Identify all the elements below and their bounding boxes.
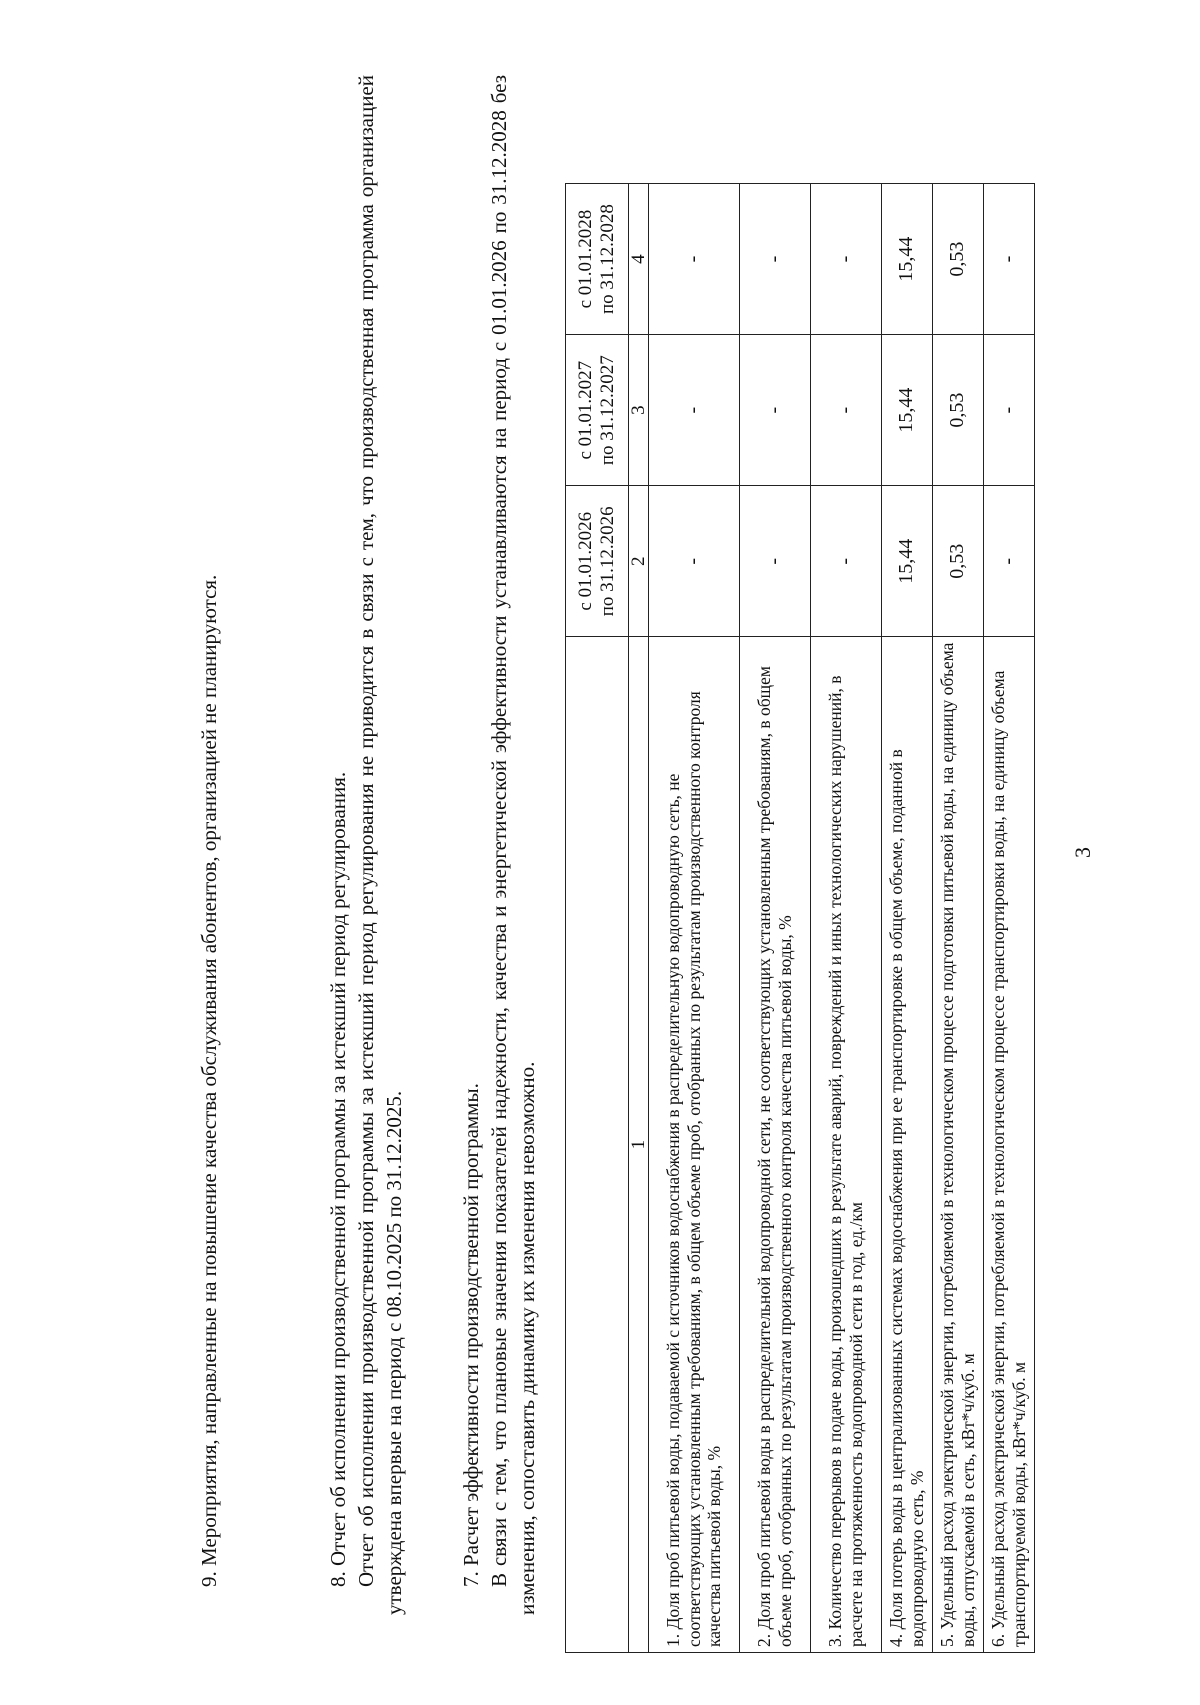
indicator-name: 5. Удельный расход электрической энергии, потребляемой в технологическом процессе подготовки питьевой воды, на единицу объема воды, отпускаемой в сеть, кВт*ч/куб. м	[933, 637, 984, 1653]
indicator-value: -	[740, 184, 811, 335]
table-row	[933, 184, 984, 1653]
indicator-value: -	[649, 184, 740, 335]
table-row	[811, 184, 882, 1653]
section-7-paragraph: В связи с тем, что плановые значения показателей надежности, качества и энергетической эффективности устанавливаются на период с 01.01.2026 по 31.12.2028 без изменения, сопоставить динамику их изменения невозможно.	[486, 75, 539, 1615]
indicator-value: -	[811, 486, 882, 637]
indicator-value: 15,44	[882, 486, 933, 637]
table-numbering-row	[629, 184, 649, 1653]
period-start: с 01.01.2027	[575, 360, 597, 460]
column-number: 3	[629, 335, 649, 486]
indicator-name: 3. Количество перерывов в подаче воды, произошедших в результате аварий, повреждений и иных технологических нарушений, в расчете на протяженность водопроводной сети в год, ед./км	[811, 637, 882, 1653]
indicator-value: -	[740, 486, 811, 637]
table-row	[649, 184, 740, 1653]
section-9-heading: 9. Мероприятия, направленные на повышение качества обслуживания абонентов, организацией не планируются.	[197, 574, 221, 1587]
header-period-2027	[566, 335, 629, 486]
header-indicator-cell	[566, 637, 629, 1653]
indicator-value: 15,44	[882, 184, 933, 335]
page-number: 3	[1070, 847, 1095, 858]
indicators-table	[565, 183, 1035, 1653]
indicator-value: -	[811, 335, 882, 486]
indicator-value: -	[740, 335, 811, 486]
period-start: с 01.01.2026	[575, 511, 597, 611]
section-7	[458, 75, 542, 1615]
period-end: по 31.12.2027	[597, 355, 618, 466]
indicator-value: 15,44	[882, 335, 933, 486]
indicator-value: -	[649, 486, 740, 637]
header-period-2028	[566, 184, 629, 335]
table-header-row	[566, 184, 629, 1653]
indicator-value: -	[984, 335, 1035, 486]
indicator-value: -	[984, 184, 1035, 335]
indicator-value: -	[811, 184, 882, 335]
indicator-value: 0,53	[933, 335, 984, 486]
column-number: 2	[629, 486, 649, 637]
period-start: с 01.01.2028	[575, 209, 597, 309]
period-end: по 31.12.2028	[597, 204, 618, 315]
table-row	[740, 184, 811, 1653]
period-end: по 31.12.2026	[597, 506, 618, 617]
indicator-name: 1. Доля проб питьевой воды, подаваемой с источников водоснабжения в распределительную водопроводную сеть, не соответствующих установленным требованиям, в общем объеме проб, отобранных по результатам производственного контроля качества питьевой воды, %	[649, 637, 740, 1653]
indicator-value: -	[649, 335, 740, 486]
indicator-value: 0,53	[933, 184, 984, 335]
table-row	[882, 184, 933, 1653]
section-8	[325, 75, 409, 1615]
indicator-name: 6. Удельный расход электрической энергии, потребляемой в технологическом процессе транспортировки воды, на единицу объема транспортируемой воды, кВт*ч/куб. м	[984, 637, 1035, 1653]
table-row	[984, 184, 1035, 1653]
column-number: 1	[629, 637, 649, 1653]
section-8-heading: 8. Отчет об исполнении производственной программы за истекший период регулирования.	[326, 771, 350, 1587]
column-number: 4	[629, 184, 649, 335]
indicator-value: -	[984, 486, 1035, 637]
indicator-name: 4. Доля потерь воды в централизованных системах водоснабжения при ее транспортировке в общем объеме, поданной в водопроводную сеть, %	[882, 637, 933, 1653]
indicator-value: 0,53	[933, 486, 984, 637]
section-9	[196, 75, 224, 1615]
indicator-name: 2. Доля проб питьевой воды в распределительной водопроводной сети, не соответствующих установленным требованиям, в общем объеме проб, отобранных по результатам производственного контроля качества питьевой воды, %	[740, 637, 811, 1653]
section-7-heading: 7. Расчет эффективности производственной программы.	[459, 1083, 483, 1587]
header-period-2026	[566, 486, 629, 637]
section-8-paragraph: Отчет об исполнении производственной программы за истекший период регулирования не приводится в связи с тем, что производственная программа организацией утверждена впервые на период с 08.10.2025 по 31.12.2025.	[353, 75, 406, 1615]
